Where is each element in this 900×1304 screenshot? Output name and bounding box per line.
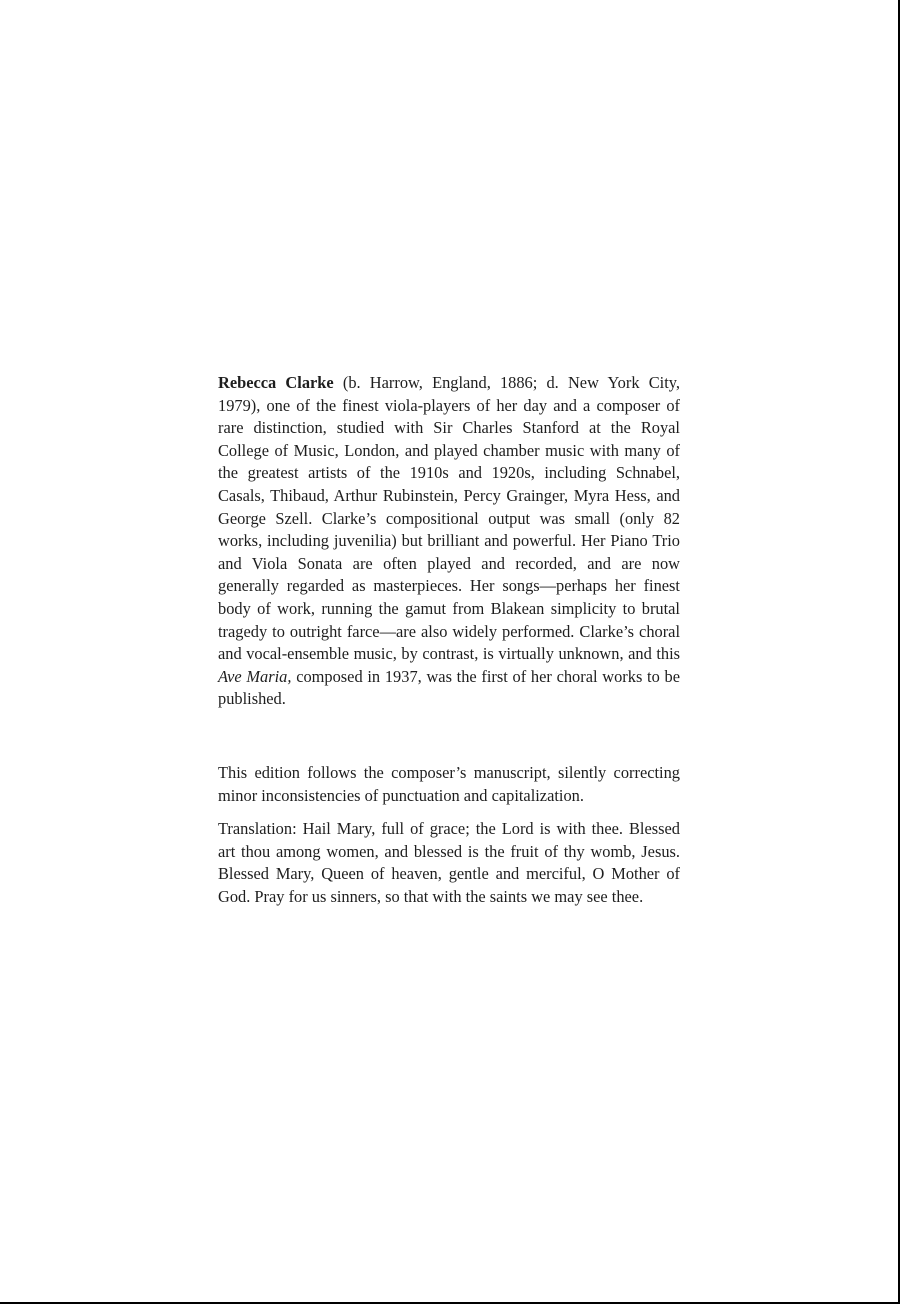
- edition-notes: [218, 762, 680, 920]
- biography-paragraph: [218, 372, 680, 711]
- biography-text-end: composed in 1937, was the first of her choral works to be published.: [218, 666, 680, 709]
- composer-name: Rebecca Clarke: [218, 373, 334, 392]
- work-title: Ave Maria,: [218, 666, 292, 686]
- translation-note: Translation: Hail Mary, full of grace; the Lord is with thee. Blessed art thou among women, and blessed is the fruit of thy womb, Jesus. Blessed Mary, Queen of heaven, gentle and merciful, O Mother of God. Pray for us sinners, so that with the saints we may see thee.: [218, 819, 680, 906]
- biography-text: (b. Harrow, England, 1886; d. New York City, 1979), one of the finest viola-players of her day and a composer of rare distinction, studied with Sir Charles Stanford at the Royal College of Music, London, and played chamber music with many of the greatest artists of the 1910s and 1920s, including Schnabel, Casals, Thibaud, Arthur Rubinstein, Percy Grainger, Myra Hess, and George Szell. Clarke’s compositional output was small (only 82 works, including juvenilia) but brilliant and powerful. Her Piano Trio and Viola Sonata are often played and recorded, and are now generally regarded as masterpieces. Her songs—perhaps her finest body of work, running the gamut from Blakean simplicity to brutal tragedy to outright farce—are also widely performed. Clarke’s choral and vocal-ensemble music, by contrast, is virtually unknown, and this: [218, 373, 680, 664]
- edition-note: This edition follows the composer’s manuscript, silently correcting minor inconsistencies of punctuation and capitalization.: [218, 763, 680, 805]
- composer-biography: [218, 372, 680, 711]
